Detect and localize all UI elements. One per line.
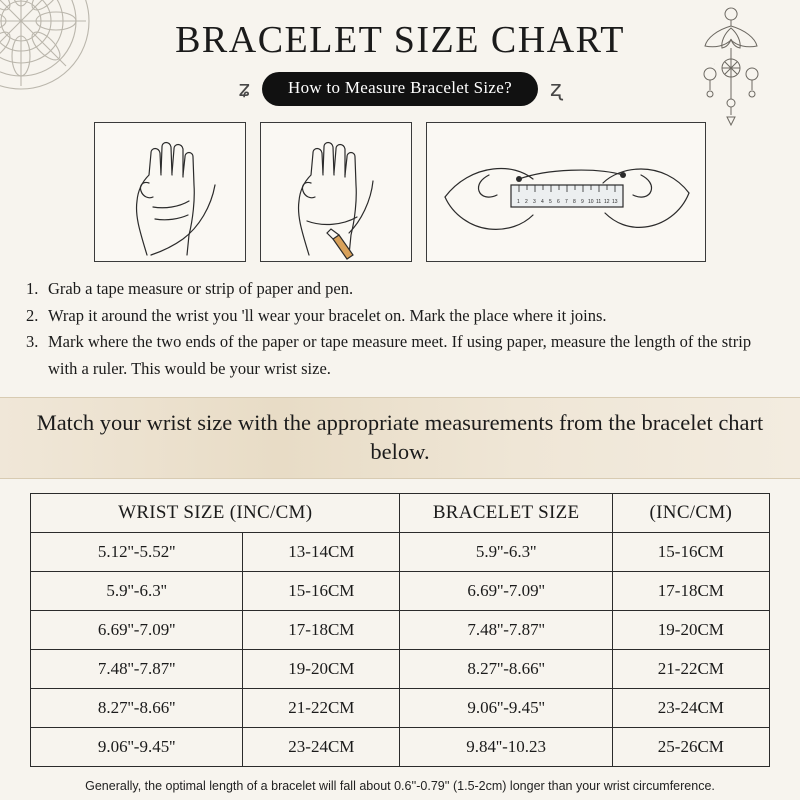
- cell-wrist-cm: 21-22CM: [243, 689, 400, 728]
- cell-wrist-inch: 6.69''-7.09'': [31, 611, 243, 650]
- table-row: [31, 572, 770, 611]
- cell-bracelet-cm: 23-24CM: [612, 689, 769, 728]
- table-row: [31, 611, 770, 650]
- svg-text:12: 12: [604, 199, 610, 205]
- svg-text:8: 8: [573, 199, 576, 205]
- cell-wrist-inch: 5.12''-5.52'': [31, 533, 243, 572]
- svg-text:11: 11: [596, 199, 602, 205]
- cell-bracelet-inch: 9.84''-10.23: [400, 728, 612, 767]
- svg-text:6: 6: [557, 199, 560, 205]
- left-flourish-icon: ʑ: [238, 76, 251, 102]
- table-row: [31, 689, 770, 728]
- step-number: 2.: [26, 305, 39, 325]
- hands-with-ruler-illustration-icon: [427, 123, 706, 262]
- list-item: [26, 303, 774, 330]
- table-row: [31, 650, 770, 689]
- cell-wrist-cm: 19-20CM: [243, 650, 400, 689]
- hand-with-pen-illustration-icon: [261, 123, 412, 262]
- page-title: BRACELET SIZE CHART: [175, 19, 625, 61]
- svg-text:13: 13: [612, 199, 618, 205]
- cell-bracelet-cm: 15-16CM: [612, 533, 769, 572]
- right-flourish-icon: ʐ: [549, 76, 562, 102]
- svg-text:9: 9: [581, 199, 584, 205]
- instruction-images: [0, 122, 800, 262]
- cell-bracelet-inch: 5.9''-6.3'': [400, 533, 612, 572]
- subtitle-row: [0, 72, 800, 106]
- measure-illustration-3: [426, 122, 706, 262]
- step-text: Mark where the two ends of the paper or tape measure meet. If using paper, measure the length of the strip with a ruler. This would be your wrist size.: [48, 332, 752, 379]
- step-number: 1.: [26, 279, 39, 298]
- cell-bracelet-inch: 7.48''-7.87'': [400, 611, 612, 650]
- table-row: [31, 533, 770, 572]
- cell-bracelet-cm: 17-18CM: [612, 572, 769, 611]
- svg-text:7: 7: [565, 199, 568, 205]
- instruction-steps: [26, 276, 774, 383]
- cell-bracelet-inch: 8.27''-8.66'': [400, 650, 612, 689]
- header-wrist-size: WRIST SIZE (INC/CM): [31, 494, 400, 533]
- list-item: [26, 276, 774, 303]
- cell-bracelet-cm: 21-22CM: [612, 650, 769, 689]
- cell-wrist-inch: 7.48''-7.87'': [31, 650, 243, 689]
- measure-illustration-1: [94, 122, 246, 262]
- cell-wrist-cm: 13-14CM: [243, 533, 400, 572]
- svg-text:3: 3: [533, 199, 536, 205]
- step-number: 3.: [26, 332, 39, 352]
- footnote: Generally, the optimal length of a bracelet will fall about 0.6''-0.79'' (1.5-2cm) longer than your wrist circumference.: [85, 779, 715, 794]
- cell-wrist-inch: 8.27''-8.66'': [31, 689, 243, 728]
- measure-illustration-2: [260, 122, 412, 262]
- svg-text:1: 1: [517, 199, 520, 205]
- cell-bracelet-cm: 25-26CM: [612, 728, 769, 767]
- hand-with-tape-illustration-icon: [95, 123, 246, 262]
- cell-wrist-cm: 23-24CM: [243, 728, 400, 767]
- header-bracelet-unit: (INC/CM): [612, 494, 769, 533]
- svg-text:5: 5: [549, 199, 552, 205]
- table-header-row: [31, 494, 770, 533]
- svg-text:2: 2: [525, 199, 528, 205]
- svg-text:4: 4: [541, 199, 544, 205]
- subtitle-pill: How to Measure Bracelet Size?: [262, 72, 538, 106]
- list-item: [26, 329, 774, 382]
- cell-wrist-inch: 9.06''-9.45'': [31, 728, 243, 767]
- step-text: Grab a tape measure or strip of paper and pen.: [48, 279, 354, 298]
- table-row: [31, 728, 770, 767]
- cell-bracelet-inch: 6.69''-7.09'': [400, 572, 612, 611]
- cell-bracelet-inch: 9.06''-9.45'': [400, 689, 612, 728]
- cell-wrist-inch: 5.9''-6.3'': [31, 572, 243, 611]
- cell-wrist-cm: 15-16CM: [243, 572, 400, 611]
- header-bracelet-size: BRACELET SIZE: [400, 494, 612, 533]
- mandala-ornament-icon: [0, 0, 96, 96]
- cell-bracelet-cm: 19-20CM: [612, 611, 769, 650]
- size-chart-table: [30, 493, 770, 767]
- match-size-banner: Match your wrist size with the appropriate measurements from the bracelet chart below.: [0, 397, 800, 480]
- cell-wrist-cm: 17-18CM: [243, 611, 400, 650]
- lotus-ornament-icon: [686, 2, 776, 132]
- step-text: Wrap it around the wrist you 'll wear your bracelet on. Mark the place where it joins.: [48, 305, 607, 325]
- svg-text:10: 10: [588, 199, 594, 205]
